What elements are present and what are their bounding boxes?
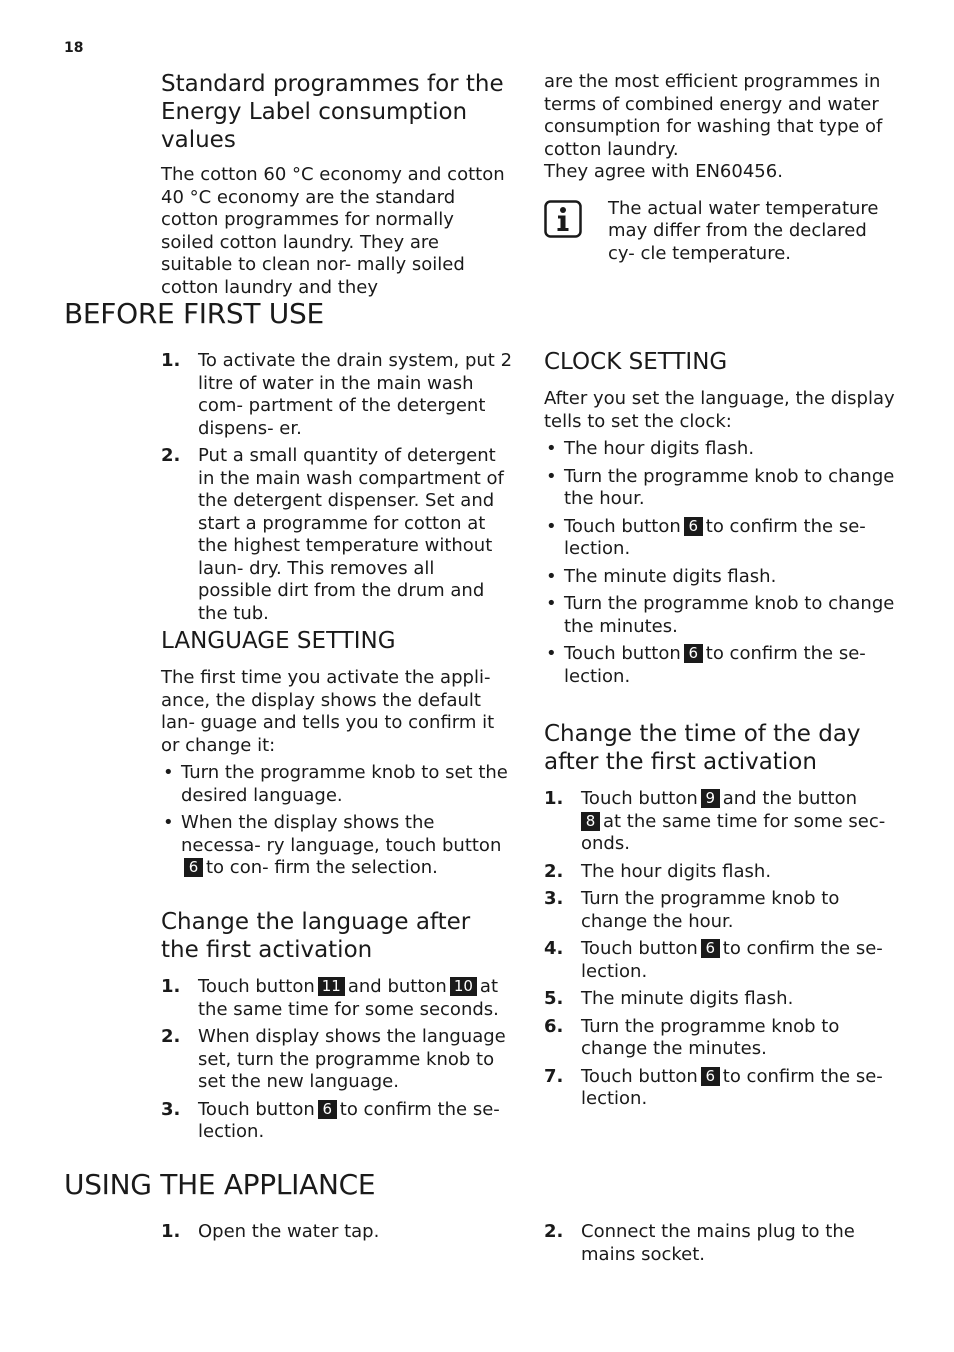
button-6-label: 6 [701,1067,720,1086]
list-item: 1. To activate the drain system, put 2 litre of water in the main wash com- partment of the detergent dispens- er. [161,350,513,439]
button-11-label: 11 [318,977,345,996]
list-item: • Turn the programme knob to change the minutes. [546,593,895,637]
button-6-label: 6 [184,858,203,877]
using-step-2 [544,1221,896,1271]
list-item: 5. The minute digits flash. [544,988,794,1009]
before-first-use-title: BEFORE FIRST USE [64,297,324,330]
button-6-label: 6 [701,939,720,958]
change-time-title: Change the time of the day after the first activation [544,721,861,775]
energy-title: Standard programmes for the Energy Label consumption values [161,71,504,153]
energy-text-right-1: are the most efficient programmes in terms of combined energy and water consumption for washing that type of cotton laundry. [544,71,883,160]
language-title: LANGUAGE SETTING [161,628,396,654]
page-number: 18 [64,40,84,56]
list-item: 4. Touch button 6 to confirm the se- lection. [544,938,883,982]
list-item: 7. Touch button 6 to confirm the se- lection. [544,1065,883,1109]
button-6-label: 6 [318,1100,337,1119]
list-item: 1. Open the water tap. [161,1221,380,1242]
list-item: 3. Turn the programme knob to change the hour. [544,888,840,932]
list-item: 1. Touch button 11 and button 10 at the same time for some seconds. [161,976,499,1020]
clock-section [544,348,896,693]
before-first-use-steps [161,350,513,630]
list-item: • The hour digits flash. [546,438,755,459]
button-8-label: 8 [581,812,600,831]
list-item: 2. When display shows the language set, turn the programme knob to set the new language. [161,1026,506,1092]
list-item: • When the display shows the necessa- ry language, touch button6 to con- firm the selection. [163,812,502,878]
info-icon [544,200,582,238]
list-item: • Turn the programme knob to change the hour. [546,465,895,509]
list-item: 2. Put a small quantity of detergent in the main wash compartment of the detergent dispenser. Set and start a programme for cotton at the highest temperature without laun- dry. This removes all possible dirt from the drum and the tub. [161,445,504,624]
info-text: The actual water temperature may differ from the declared cy- cle temperature. [608,197,879,264]
list-item: 2. Connect the mains plug to the mains socket. [544,1221,855,1265]
button-6-label: 6 [684,517,703,536]
change-language-title: Change the language after the first activation [161,909,471,963]
list-item: • Turn the programme knob to set the desired language. [163,762,508,806]
energy-section-left [161,70,511,299]
using-appliance-title: USING THE APPLIANCE [64,1168,376,1201]
list-item: 6. Turn the programme knob to change the minutes. [544,1015,840,1059]
change-time-section [544,720,896,1116]
change-language-section [161,908,513,1149]
list-item: • Touch button 6 to confirm the se- lection. [546,515,866,559]
energy-section-right [544,71,894,265]
list-item: 1. Touch button 9 and the button 8 at the same time for some sec- onds. [544,788,886,854]
clock-intro: After you set the language, the display tells to set the clock: [544,388,895,432]
language-section [161,627,513,885]
list-item: 3. Touch button 6 to confirm the se- lection. [161,1098,500,1142]
energy-text-left: The cotton 60 °C economy and cotton 40 °C economy are the standard cotton programmes for normally soiled cotton laundry. They are suitable to clean nor- mally soiled cotton laundry and they [161,164,505,298]
using-step-1 [161,1221,513,1249]
button-9-label: 9 [701,789,720,808]
language-intro: The first time you activate the appli- ance, the display shows the default lan- guage and tells you to confirm it or change it: [161,667,495,756]
button-10-label: 10 [450,977,477,996]
info-note [544,198,894,266]
clock-title: CLOCK SETTING [544,349,728,375]
list-item: • The minute digits flash. [546,565,777,587]
list-item: 2. The hour digits flash. [544,860,772,882]
energy-text-right-2: They agree with EN60456. [544,161,783,182]
list-item: • Touch button 6 to confirm the se- lection. [546,643,866,687]
button-6-label: 6 [684,644,703,663]
